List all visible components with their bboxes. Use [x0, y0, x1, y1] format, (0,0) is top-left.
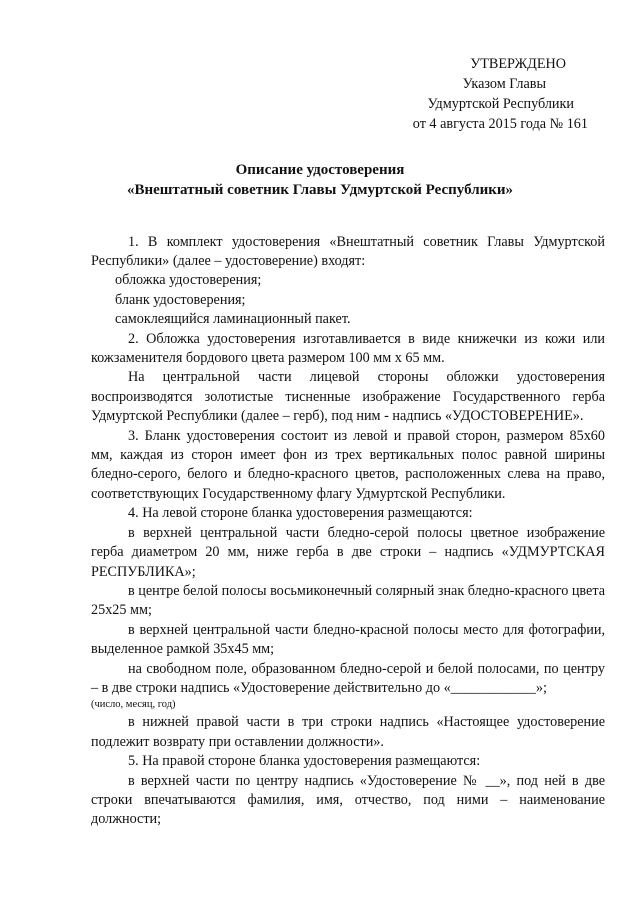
paragraph-1: 1. В комплект удостоверения «Внештатный советник Главы Удмуртской Республики» (далее – удостоверение) входят:	[91, 234, 605, 270]
approval-authority: Удмуртской Республики	[427, 96, 574, 112]
paragraph-4c: в верхней центральной части бледно-красной полосы место для фотографии, выделенное рамкой 35х45 мм;	[91, 621, 605, 658]
list-item-blank: бланк удостоверения;	[115, 291, 246, 308]
paragraph-4a: в верхней центральной части бледно-серой полосы цветное изображение герба диаметром 20 мм, ниже герба в две строки – надпись «УДМУРТСКАЯ РЕСПУБЛИКА»;	[91, 524, 605, 580]
paragraph-4: 4. На левой стороне бланка удостоверения размещаются:	[128, 505, 473, 522]
paragraph-4e: в нижней правой части в три строки надпись «Настоящее удостоверение подлежит возврату при оставлении должности».	[91, 714, 605, 750]
approval-decree: Указом Главы	[462, 76, 546, 92]
paragraph-5: 5. На правой стороне бланка удостоверения размещаются:	[128, 753, 481, 770]
paragraph-2b: На центральной части лицевой стороны обложки удостоверения воспроизводятся золотистые тисненные изображение Государственного герба Удмуртской Республики (далее – герб), под ним - надпись «УДОСТОВЕРЕНИЕ».	[91, 369, 605, 425]
list-item-cover: обложка удостоверения;	[115, 272, 262, 289]
approval-heading: УТВЕРЖДЕНО	[470, 56, 566, 72]
date-caption: (число, месяц, год)	[91, 699, 176, 711]
paragraph-4d: на свободном поле, образованном бледно-серой и белой полосами, по центру – в две строки надпись «Удостоверение действительно до «____________»;	[91, 660, 605, 696]
paragraph-3: 3. Бланк удостоверения состоит из левой и правой сторон, размером 85х60 мм, каждая из сторон имеет фон из трех вертикальных полос равной ширины бледно-серого, белого и бледно-красного цветов, расположенных слева на право, соответствующих Государственному флагу Удмуртской Республики.	[91, 427, 605, 502]
approval-date: от 4 августа 2015 года № 161	[412, 116, 588, 132]
title-line-2: «Внештатный советник Главы Удмуртской Республики»	[126, 182, 514, 198]
list-item-lamination: самоклеящийся ламинационный пакет.	[115, 311, 351, 328]
paragraph-2: 2. Обложка удостоверения изготавливается в виде книжечки из кожи или кожзаменителя бордового цвета размером 100 мм х 65 мм.	[91, 330, 605, 367]
paragraph-4b: в центре белой полосы восьмиконечный солярный знак бледно-красного цвета 25х25 мм;	[91, 582, 606, 619]
title-line-1: Описание удостоверения	[235, 162, 405, 178]
document-title	[0, 160, 640, 200]
document-body	[91, 233, 605, 830]
paragraph-5a: в верхней части по центру надпись «Удостоверение № __», под ней в две строки впечатываются фамилия, имя, отчество, под ними – наименование должности;	[91, 772, 605, 828]
approval-stamp	[328, 54, 588, 134]
